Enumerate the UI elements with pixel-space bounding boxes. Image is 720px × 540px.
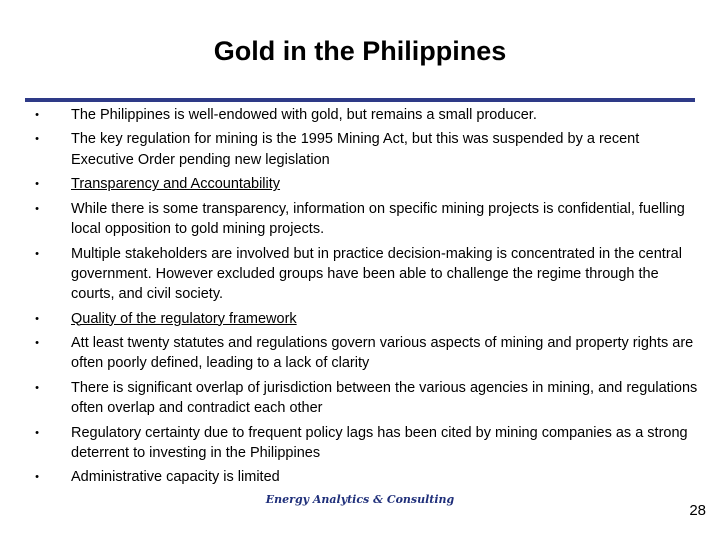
bullet-item-heading [35,309,700,329]
bullet-text: Administrative capacity is limited [71,469,280,486]
bullet-icon: • [35,381,39,394]
bullet-icon: • [35,133,39,146]
bullet-item [35,129,700,170]
bullet-item [35,199,700,240]
bullet-text: Multiple stakeholders are involved but in practice decision-making is concentrated in the central government. However excluded groups have been able to challenge the regime through the courts, and civil society. [71,245,682,303]
bullet-item [35,378,700,419]
bullet-item-heading [35,174,700,194]
bullet-icon: • [35,109,39,121]
bullet-text: There is significant overlap of jurisdiction between the various agencies in mining, and regulations often overlap and contradict each other [71,379,698,417]
bullet-icon: • [35,202,39,215]
bullet-icon: • [35,471,39,484]
footer-brand: Energy Analytics & Consulting [265,493,455,506]
page-number: 28 [689,502,706,519]
bullet-heading-text: Transparency and Accountability [71,176,281,193]
bullet-icon: • [35,337,39,350]
bullet-text: Regulatory certainty due to frequent policy lags has been cited by mining companies as a strong deterrent to investing in the Philippines [71,424,688,461]
bullet-icon: • [35,247,39,260]
bullet-item [35,105,700,125]
bullet-icon: • [35,312,39,325]
bullet-icon: • [35,426,39,439]
bullet-text: The Philippines is well-endowed with gold, but remains a small producer. [71,107,537,123]
bullet-text: While there is some transparency, information on specific mining projects is confidential, fuelling local opposition to gold mining projects. [71,200,685,238]
bullet-icon: • [35,178,39,191]
bullet-text: Att least twenty statutes and regulations govern various aspects of mining and property rights are often poorly defined, leading to a lack of clarity [71,335,694,372]
slide-title: Gold in the Philippines [213,36,507,66]
bullet-text: The key regulation for mining is the 1995 Mining Act, but this was suspended by a recent Executive Order pending new legislation [71,131,640,168]
bullet-item [35,423,700,464]
bullet-heading-text: Quality of the regulatory framework [71,310,297,327]
bullet-item [35,333,700,374]
title-divider [25,98,695,102]
bullet-item [35,467,700,487]
bullet-list [35,105,700,492]
bullet-item [35,244,700,305]
